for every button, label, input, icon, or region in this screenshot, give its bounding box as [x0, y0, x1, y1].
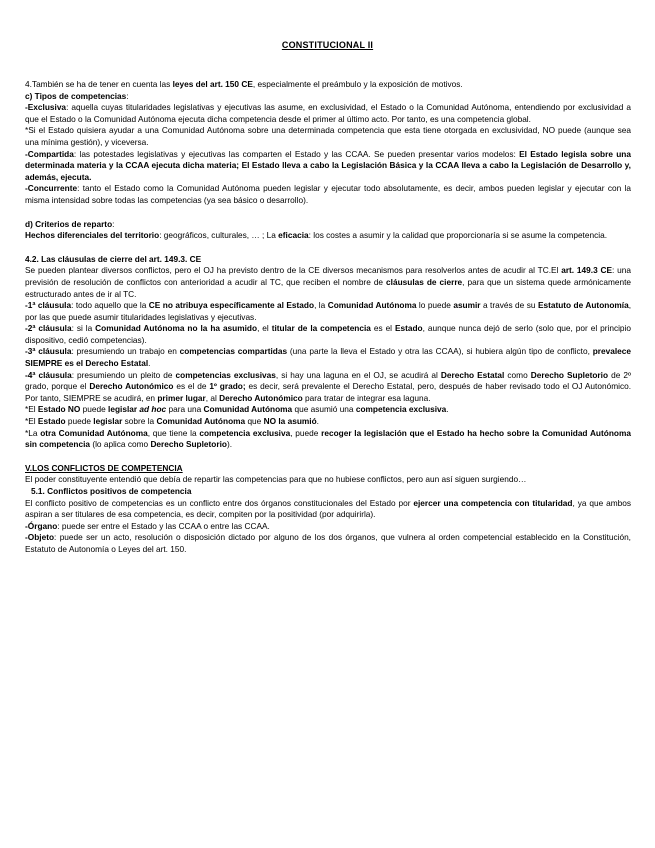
bold-text: Estado [37, 416, 66, 427]
text-run: , especialmente el preámbulo y la exposición de motivos. [252, 79, 463, 89]
bold-text: El Estado legisla sobre una determinada materia y la CCAA ejecuta dicha materia; El Estado lleva a cabo la Legislación Básica y la CCAA lleva a cabo la Legislación de Desarrollo y, además, ejecuta. [25, 148, 631, 182]
bold-text: CE no atribuya específicamente al Estado [148, 300, 315, 311]
text-run: 4.También se ha de tener en cuenta las [25, 79, 173, 89]
text-run: : tanto el Estado como la Comunidad Autónoma pueden legislar y ejecutar todo absolutamente, es decir, ambos pueden legislar y ejecutar con la misma intensidad sobre todas las competencias (ya sea básico o desarrollo). [25, 183, 631, 205]
text-run: que asumió una [292, 404, 356, 415]
paragraph [25, 532, 631, 555]
text-run: puede [80, 404, 109, 415]
text-run: El poder constituyente entendió que debía de repartir las competencias para que no hubiese conflictos, pero aun así siguen surgiendo… [25, 474, 527, 485]
text-run: : si la [71, 323, 96, 334]
bold-text: eficacia [278, 230, 309, 241]
paragraph [25, 183, 631, 206]
document-body [25, 79, 631, 556]
bold-text: -Órgano [25, 520, 58, 531]
text-run: , para que un sistema quede armónicamente estructurado antes de ir al TC. [25, 276, 632, 299]
bold-text: ad hoc [139, 404, 167, 415]
bold-text: -Exclusiva [25, 102, 67, 113]
bold-text: d) Criterios de reparto [25, 218, 113, 229]
paragraph [25, 428, 631, 451]
paragraph [25, 149, 631, 184]
text-run: . [446, 404, 449, 415]
paragraph [25, 125, 631, 148]
text-run: *Si el Estado quisiera ayudar a una Comunidad Autónoma sobre una determinada competencia que esta tiene otorgada en exclusividad, NO puede (aunque sea una mínima gestión), y viceversa. [25, 125, 631, 147]
text-run: : geográficos, culturales, … ; La [159, 230, 279, 241]
text-run: . [316, 416, 319, 427]
text-run: lo puede [416, 300, 454, 311]
text-run: Se pueden plantear diversos conflictos, pero el OJ ha previsto dentro de la CE diversos mecanismos para resolverlos antes de acudir al TC.El [25, 265, 562, 276]
paragraph-spacer [25, 242, 631, 254]
text-run: , al [205, 392, 220, 403]
bold-text: leyes del art. 150 CE [172, 79, 253, 89]
text-run: , puede [290, 427, 322, 438]
text-run: , ya que ambos aspiran a ser titulares de esa competencia, es decir, compiten por la positividad (por adquirirla). [25, 497, 631, 520]
bold-text: Estatuto de Autonomía [537, 300, 629, 311]
bold-text: Comunidad Autónoma [203, 404, 293, 415]
text-run: puede [65, 416, 94, 427]
paragraph-spacer [25, 451, 631, 463]
text-run: como [504, 369, 531, 380]
text-run: : presumiendo un trabajo en [71, 346, 180, 357]
text-run: es el [370, 323, 395, 334]
text-run: de 2º grado, porque el [25, 369, 632, 392]
text-run: , la [314, 300, 328, 311]
text-run: a través de su [480, 300, 538, 311]
text-run: , si hay una laguna en el OJ, se acudirá al [275, 369, 441, 380]
bold-text: recoger la legislación que el Estado ha hecho sobre la Comunidad Autónoma sin competencia [25, 427, 631, 450]
bold-text: asumir [453, 300, 481, 311]
text-run: , aunque nunca dejó de serlo (solo que, por el principio dispositivo, cedió competencias). [25, 323, 632, 345]
page-title: CONSTITUCIONAL II [281, 40, 374, 50]
bold-text: Derecho Estatal [440, 369, 505, 380]
text-run: es decir, será prevalente el Derecho Estatal, pero, después de haber revisado todo el OJ Autonómico. Por tanto, SIEMPRE se acudirá, en [25, 381, 632, 403]
paragraph [25, 79, 631, 91]
bold-text: prevalece SIEMPRE es el Derecho Estatal [25, 346, 631, 369]
bold-text: Comunidad Autónoma no la ha asumido [95, 323, 258, 334]
text-run: : aquella cuyas titularidades legislativas y ejecutivas las asume, en exclusividad, el Estado o la Comunidad Autónoma, entendiendo por exclusividad a que el Estado o la Comunidad Autónoma ejecuta dicha competencia desde el primer al último acto. Por tanto, es una competencia global. [25, 102, 631, 124]
bold-text: legislar [108, 404, 138, 415]
text-run: . [148, 358, 151, 369]
bold-text: competencia exclusiva [355, 404, 447, 415]
bold-text: -1ª cláusula [25, 300, 72, 311]
bold-text: competencias compartidas [179, 346, 288, 357]
text-run: : puede ser un acto, resolución o disposición dictado por alguno de los dos órganos, que vulnera al orden competencial establecido en la Constitución, Estatuto de Autonomía o Leyes del art. 150. [25, 532, 631, 554]
paragraph [25, 521, 631, 533]
bold-text: 4.2. Las cláusulas de cierre del art. 149.3. CE [25, 253, 202, 264]
text-run: es el de [173, 381, 210, 392]
paragraph [25, 474, 631, 486]
text-run: : [112, 218, 115, 229]
bold-text: 5.1. Conflictos positivos de competencia [31, 486, 192, 496]
text-run: que [245, 416, 264, 427]
text-run: , por las que puede asumir titularidades legislativas y ejecutivas. [25, 300, 632, 322]
bold-text: -Objeto [25, 532, 55, 543]
bold-text: ejercer una competencia con titularidad [413, 497, 573, 508]
text-run: para tratar de integrar esa laguna. [302, 392, 431, 403]
text-run: : una previsión de resolución de conflictos con anterioridad a acudir al TC, que reciben el nombre de [25, 265, 631, 287]
paragraph [25, 498, 631, 521]
paragraph [25, 370, 631, 405]
bold-text: Derecho Autonómico [219, 392, 303, 403]
bold-text: Derecho Autonómico [89, 381, 174, 392]
paragraph [25, 254, 631, 266]
bold-text: Derecho Supletorio [530, 369, 609, 380]
bold-text: competencias exclusivas [175, 369, 276, 380]
paragraph [25, 323, 631, 346]
bold-text: -4ª cláusula [25, 369, 72, 380]
text-run: *El [25, 404, 38, 415]
bold-text: c) Tipos de competencias [25, 90, 127, 101]
bold-text: Estado [394, 323, 423, 334]
paragraph [25, 300, 631, 323]
paragraph [25, 230, 631, 242]
paragraph [25, 463, 631, 475]
paragraph [25, 486, 631, 498]
paragraph [25, 219, 631, 231]
bold-text: -Concurrente [25, 183, 78, 194]
bold-text: primer lugar [157, 392, 206, 403]
bold-text: Comunidad Autónoma [327, 300, 417, 311]
bold-text: Derecho Supletorio [150, 439, 227, 450]
bold-text: -Compartida [25, 148, 74, 159]
text-run: (una parte la lleva el Estado y otra las CCAA), si hubiera algún tipo de conflicto, [287, 346, 593, 357]
paragraph [25, 91, 631, 103]
paragraph [25, 416, 631, 428]
bold-text: NO la asumió [263, 416, 317, 427]
bold-text: V.LOS CONFLICTOS DE COMPETENCIA [25, 462, 183, 473]
bold-text: Hechos diferenciales del territorio [25, 230, 160, 241]
text-run: sobre la [122, 416, 157, 427]
text-run: : [126, 90, 129, 101]
paragraph [25, 265, 631, 300]
paragraph-spacer [25, 207, 631, 219]
bold-text: cláusulas de cierre [386, 276, 463, 287]
text-run: para una [166, 404, 204, 415]
bold-text: -3ª cláusula [25, 346, 72, 357]
text-run: *La [25, 427, 41, 438]
bold-text: legislar [93, 416, 123, 427]
text-run: : presumiendo un pleito de [71, 369, 176, 380]
paragraph [25, 404, 631, 416]
text-run: (lo aplica como [90, 439, 151, 450]
bold-text: Comunidad Autónoma [156, 416, 246, 427]
text-run: *El [25, 416, 38, 427]
text-run: : puede ser entre el Estado y las CCAA o entre las CCAA. [57, 520, 270, 531]
text-run: : los costes a asumir y la calidad que proporcionaría si se asume la competencia. [308, 230, 608, 241]
bold-text: Estado NO [37, 404, 81, 415]
text-run: : todo aquello que la [71, 300, 149, 311]
bold-text: competencia exclusiva [199, 427, 291, 438]
bold-text: otra Comunidad Autónoma [40, 427, 148, 438]
bold-text: 1º grado; [209, 381, 246, 392]
paragraph [25, 346, 631, 369]
bold-text: art. 149.3 CE [561, 265, 613, 276]
text-run: El conflicto positivo de competencias es un conflicto entre dos órganos constitucionales del Estado por [25, 497, 414, 508]
text-run: ). [226, 439, 233, 450]
text-run: : las potestades legislativas y ejecutivas las comparten el Estado y las CCAA. Se pueden presentar varios modelos: [73, 148, 520, 159]
bold-text: -2ª cláusula [25, 323, 72, 334]
text-run: , que tiene la [147, 427, 200, 438]
bold-text: titular de la competencia [271, 323, 371, 334]
text-run: , el [257, 323, 272, 334]
paragraph [25, 102, 631, 125]
